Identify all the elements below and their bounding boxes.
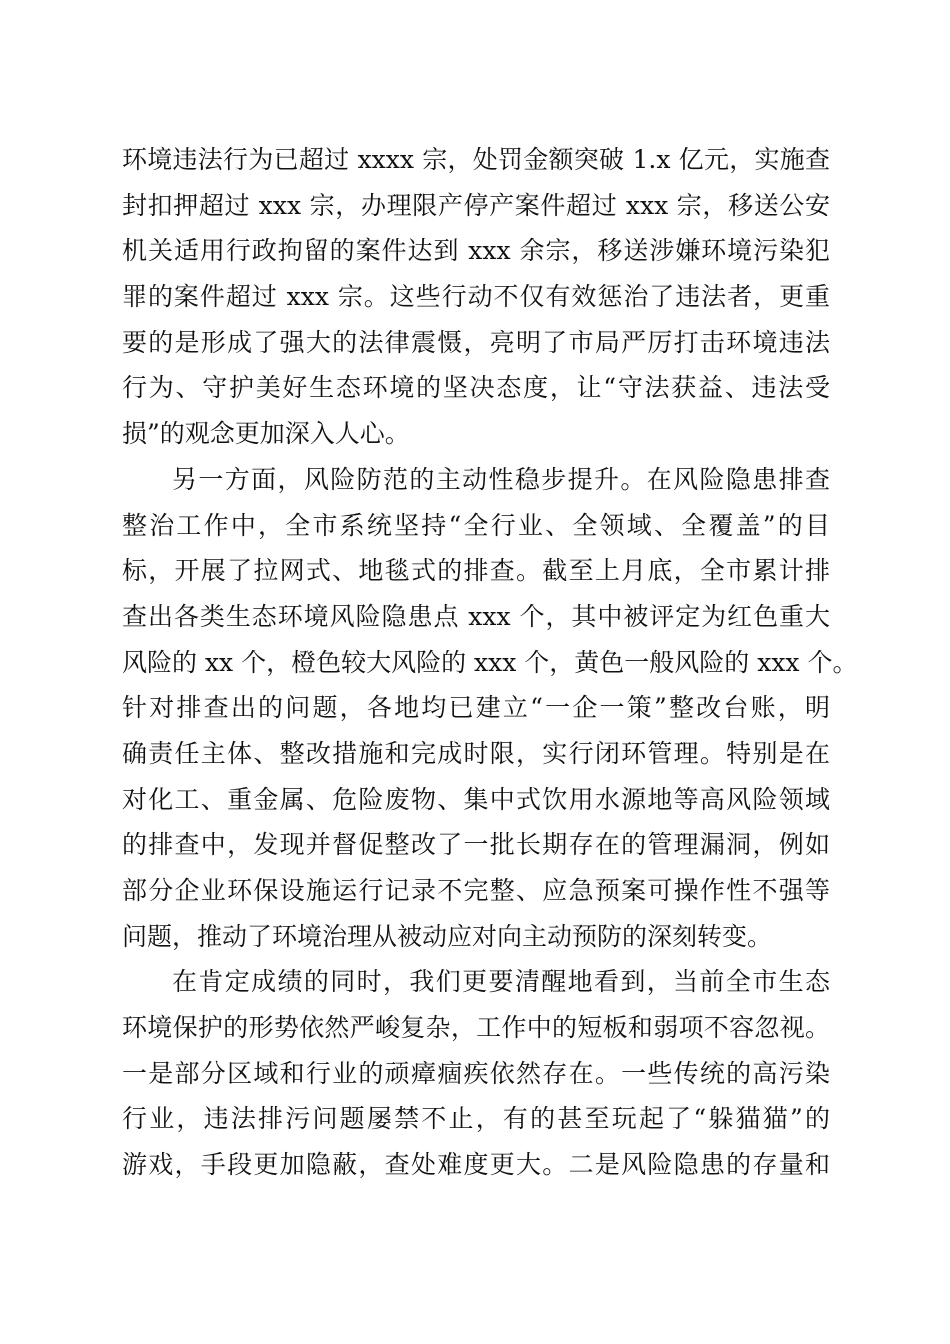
text-line: 游戏，手段更加隐蔽，查处难度更大。二是风险隐患的存量和	[122, 1150, 830, 1180]
text-line: 环境违法行为已超过 xxxx 宗，处罚金额突破 1.x 亿元，实施查	[122, 145, 830, 174]
text-line: 行为、守护美好生态环境的坚决态度，让“守法获益、违法受	[122, 373, 830, 403]
text-line: 罪的案件超过 xxx 宗。这些行动不仅有效惩治了违法者，更重	[122, 282, 830, 312]
text-line: 查出各类生态环境风险隐患点 xxx 个，其中被评定为红色重大	[122, 601, 830, 631]
document-body	[122, 143, 858, 1194]
text-line: 风险的 xx 个，橙色较大风险的 xxx 个，黄色一般风险的 xxx 个。	[122, 647, 858, 677]
text-line: 要的是形成了强大的法律震慑，亮明了市局严厉打击环境违法	[122, 327, 830, 357]
text-line: 环境保护的形势依然严峻复杂，工作中的短板和弱项不容忽视。	[122, 1013, 830, 1043]
text-line: 行业，违法排污问题屡禁不止，有的甚至玩起了“躲猫猫”的	[122, 1104, 830, 1134]
text-line: 机关适用行政拘留的案件达到 xxx 余宗，移送涉嫌环境污染犯	[122, 236, 830, 266]
text-line: 损”的观念更加深入人心。	[122, 419, 410, 449]
text-line: 封扣押超过 xxx 宗，办理限产停产案件超过 xxx 宗，移送公安	[122, 190, 830, 220]
text-line: 部分企业环保设施运行记录不完整、应急预案可操作性不强等	[122, 876, 830, 905]
text-line: 确责任主体、整改措施和完成时限，实行闭环管理。特别是在	[122, 738, 830, 768]
text-line: 问题，推动了环境治理从被动应对向主动预防的深刻转变。	[122, 921, 773, 951]
text-line: 的排查中，发现并督促整改了一批长期存在的管理漏洞，例如	[122, 830, 830, 860]
text-line: 标，开展了拉网式、地毯式的排查。截至上月底，全市累计排	[122, 556, 830, 586]
text-line: 整治工作中，全市系统坚持“全行业、全领域、全覆盖”的目	[122, 510, 830, 540]
text-line: 对化工、重金属、危险废物、集中式饮用水源地等高风险领域	[122, 784, 830, 814]
text-line: 一是部分区域和行业的顽瘴痼疾依然存在。一些传统的高污染	[122, 1058, 830, 1088]
paragraph-start-line: 另一方面，风险防范的主动性稳步提升。在风险隐患排查	[172, 464, 830, 494]
paragraph-start-line: 在肯定成绩的同时，我们更要清醒地看到，当前全市生态	[172, 967, 830, 997]
text-line: 针对排查出的问题，各地均已建立“一企一策”整改台账，明	[122, 693, 830, 723]
